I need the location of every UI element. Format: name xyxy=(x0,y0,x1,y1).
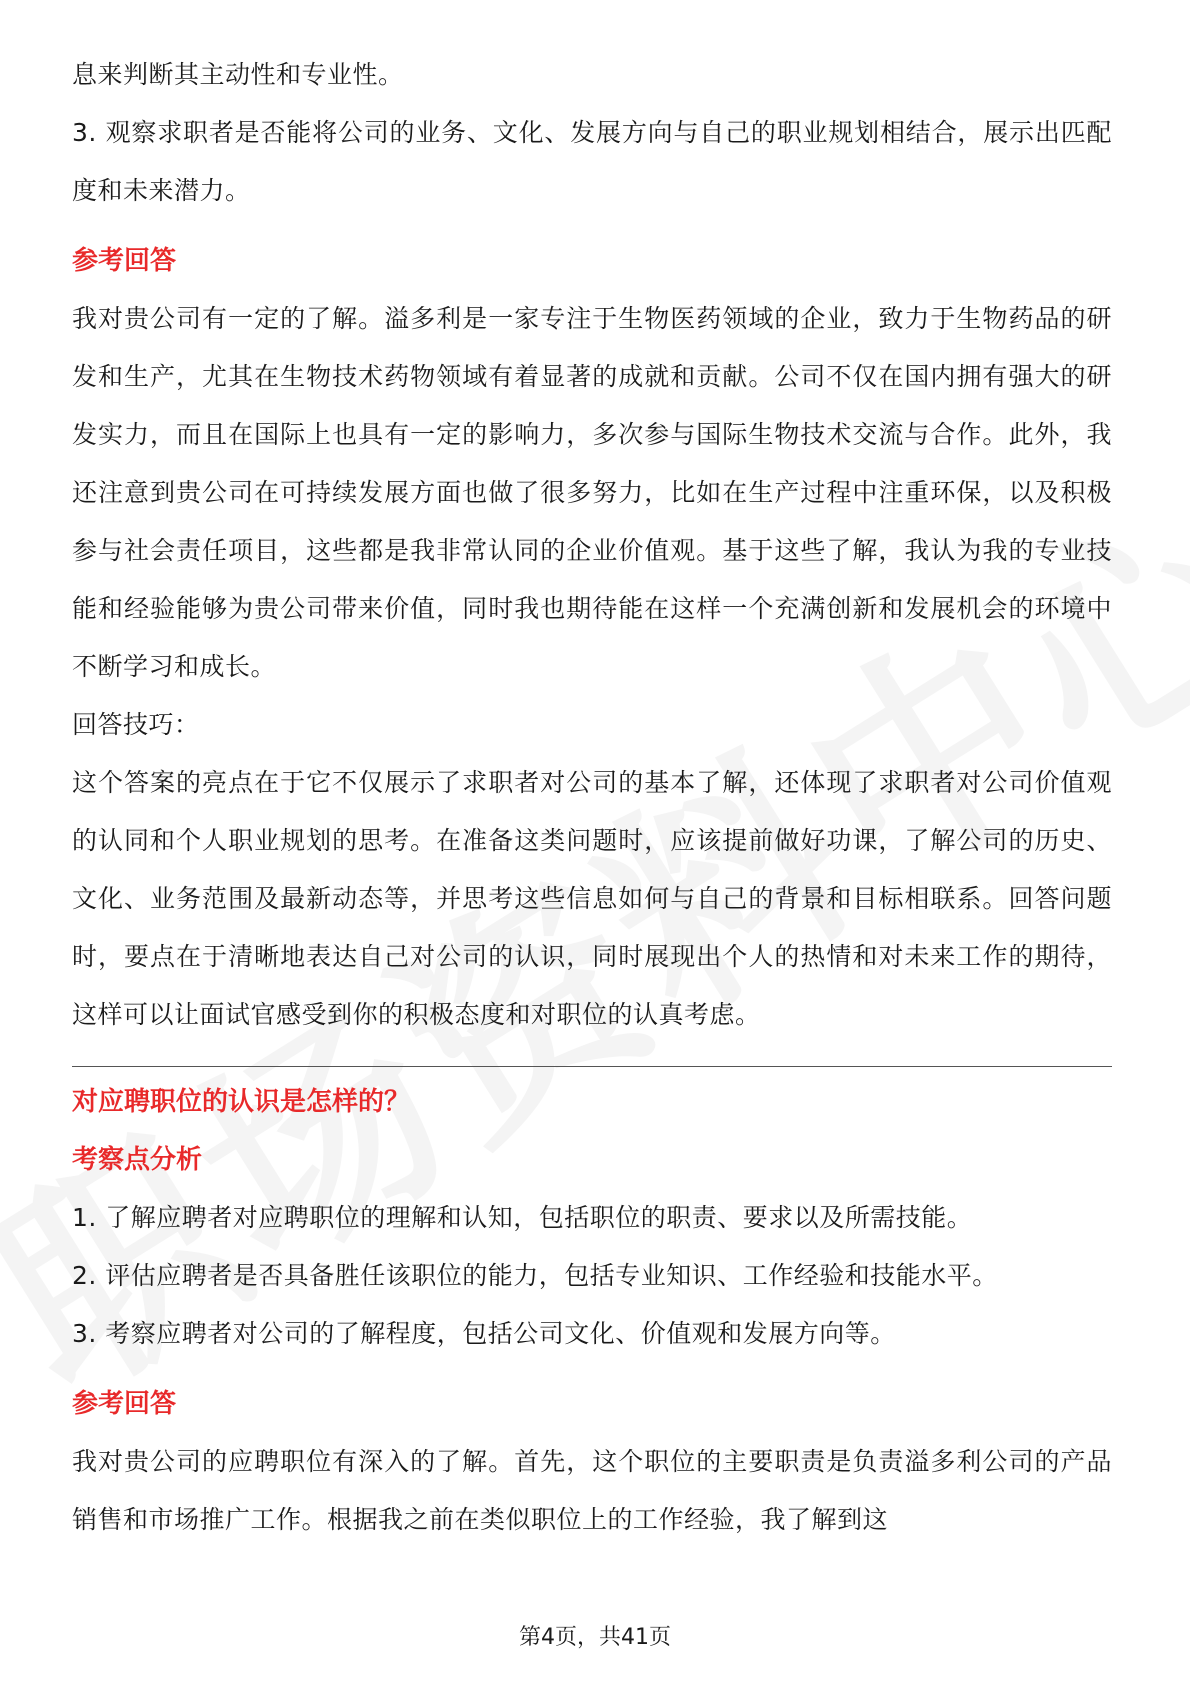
analysis-point: 2. 评估应聘者是否具备胜任该职位的能力，包括专业知识、工作经验和技能水平。 xyxy=(72,1261,998,1290)
analysis-point: 3. 考察应聘者对公司的了解程度，包括公司文化、价值观和发展方向等。 xyxy=(72,1319,896,1348)
page-number: 第4页，共41页 xyxy=(519,1625,671,1650)
section-divider xyxy=(72,1066,1112,1067)
question-title: 对应聘职位的认识是怎样的？ xyxy=(72,1087,411,1117)
answer-paragraph: 我对贵公司有一定的了解。溢多利是一家专注于生物医药领域的企业，致力于生物药品的研发和生产，尤其在生物技术药物领域有着显著的成就和贡献。公司不仅在国内拥有强大的研发实力，而且在国际上也具有一定的影响力，多次参与国际生物技术交流与合作。此外，我还注意到贵公司在可持续发展方面也做了很多努力，比如在生产过程中注重环保，以及积极参与社会责任项目，这些都是我非常认同的企业价值观。基于这些了解，我认为我的专业技能和经验能够为贵公司带来价值，同时我也期待能在这样一个充满创新和发展机会的环境中不断学习和成长。 xyxy=(72,304,1112,681)
page-content xyxy=(72,46,1112,1549)
tips-label: 回答技巧： xyxy=(72,710,200,739)
analysis-heading: 考察点分析 xyxy=(72,1145,203,1175)
answer-heading: 参考回答 xyxy=(72,246,177,276)
continuation-text: 息来判断其主动性和专业性。 xyxy=(72,60,404,89)
answer-paragraph: 我对贵公司的应聘职位有深入的了解。首先，这个职位的主要职责是负责溢多利公司的产品销售和市场推广工作。根据我之前在类似职位上的工作经验，我了解到这 xyxy=(72,1447,1112,1534)
analysis-point-3: 3. 观察求职者是否能将公司的业务、文化、发展方向与自己的职业规划相结合，展示出匹配度和未来潜力。 xyxy=(72,118,1112,205)
answer-heading: 参考回答 xyxy=(72,1389,177,1419)
tips-paragraph: 这个答案的亮点在于它不仅展示了求职者对公司的基本了解，还体现了求职者对公司价值观的认同和个人职业规划的思考。在准备这类问题时，应该提前做好功课，了解公司的历史、文化、业务范围及最新动态等，并思考这些信息如何与自己的背景和目标相联系。回答问题时，要点在于清晰地表达自己对公司的认识，同时展现出个人的热情和对未来工作的期待，这样可以让面试官感受到你的积极态度和对职位的认真考虑。 xyxy=(72,768,1112,1029)
analysis-point: 1. 了解应聘者对应聘职位的理解和认知，包括职位的职责、要求以及所需技能。 xyxy=(72,1203,973,1232)
